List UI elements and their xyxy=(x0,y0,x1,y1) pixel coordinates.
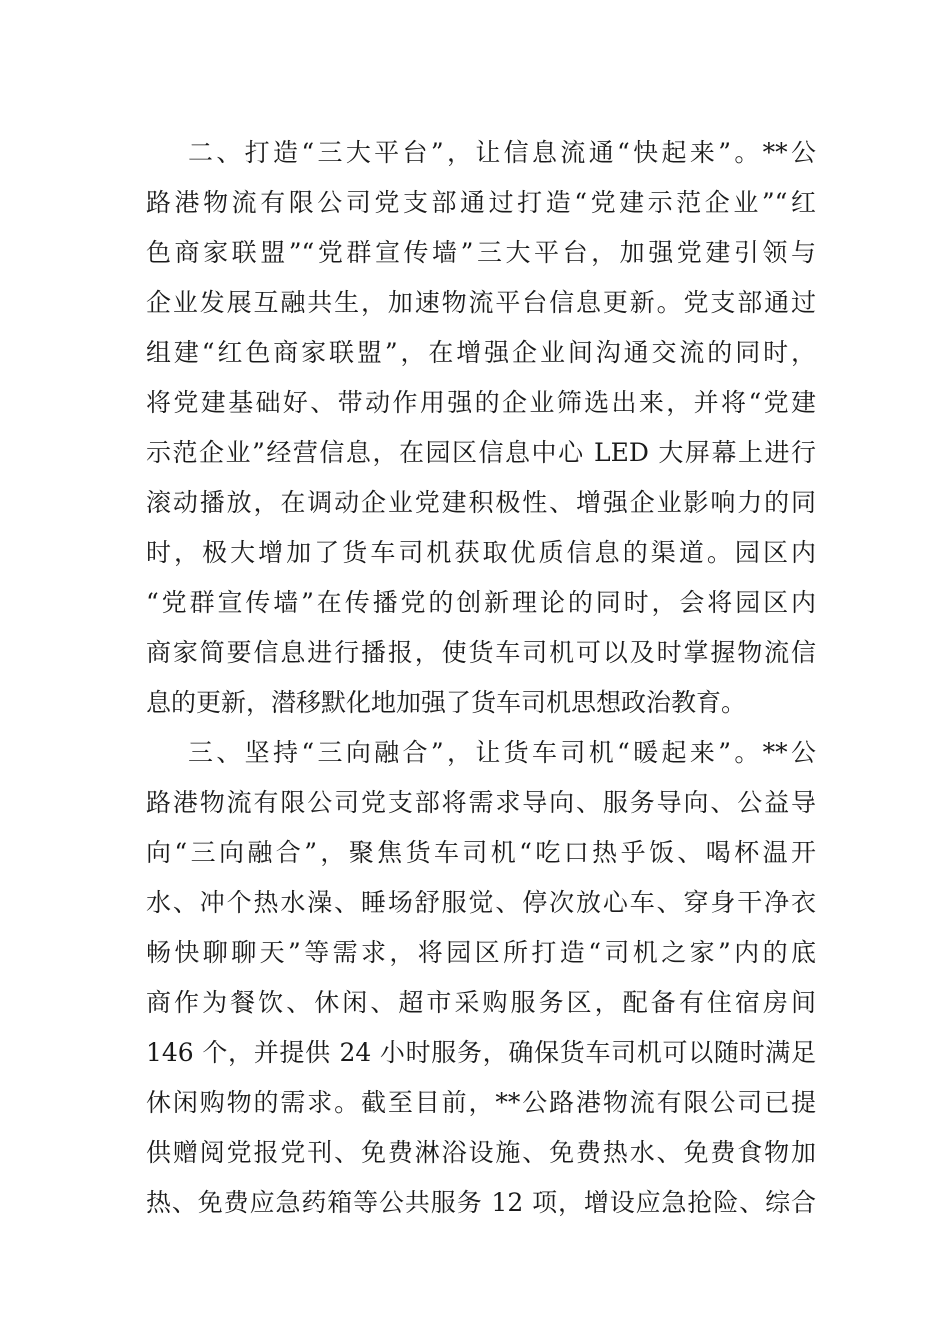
text-line: 路港物流有限公司党支部将需求导向、服务导向、公益导 xyxy=(146,788,816,817)
text-line: 向“三向融合”，聚焦货车司机“吃口热乎饭、喝杯温开 xyxy=(146,838,816,867)
text-line: 热、免费应急药箱等公共服务 12 项，增设应急抢险、综合 xyxy=(146,1188,816,1217)
text-line: 商作为餐饮、休闲、超市采购服务区，配备有住宿房间 xyxy=(146,988,816,1017)
text-line: “党群宣传墙”在传播党的创新理论的同时，会将园区内 xyxy=(146,588,816,617)
text-line: 二、打造“三大平台”，让信息流通“快起来”。**公 xyxy=(188,138,816,167)
text-line: 企业发展互融共生，加速物流平台信息更新。党支部通过 xyxy=(146,288,816,317)
text-line: 组建“红色商家联盟”，在增强企业间沟通交流的同时， xyxy=(146,338,816,367)
text-line: 路港物流有限公司党支部通过打造“党建示范企业”“红 xyxy=(146,188,816,217)
text-line: 滚动播放，在调动企业党建积极性、增强企业影响力的同 xyxy=(146,488,816,517)
text-line: 息的更新，潜移默化地加强了货车司机思想政治教育。 xyxy=(146,688,747,717)
text-line: 畅快聊聊天”等需求，将园区所打造“司机之家”内的底 xyxy=(146,938,816,967)
text-line: 146 个，并提供 24 小时服务，确保货车司机可以随时满足 xyxy=(146,1038,816,1067)
text-line: 水、冲个热水澡、睡场舒服觉、停次放心车、穿身干净衣 xyxy=(146,888,816,917)
text-line: 三、坚持“三向融合”，让货车司机“暖起来”。**公 xyxy=(188,738,816,767)
text-line: 将党建基础好、带动作用强的企业筛选出来，并将“党建 xyxy=(146,388,816,417)
text-line: 商家简要信息进行播报，使货车司机可以及时掌握物流信 xyxy=(146,638,816,667)
text-line: 供赠阅党报党刊、免费淋浴设施、免费热水、免费食物加 xyxy=(146,1138,816,1167)
text-line: 休闲购物的需求。截至目前，**公路港物流有限公司已提 xyxy=(146,1088,816,1117)
text-line: 时，极大增加了货车司机获取优质信息的渠道。园区内 xyxy=(146,538,816,567)
text-line: 示范企业”经营信息，在园区信息中心 LED 大屏幕上进行 xyxy=(146,438,816,467)
text-line: 色商家联盟”“党群宣传墙”三大平台，加强党建引领与 xyxy=(146,238,816,267)
